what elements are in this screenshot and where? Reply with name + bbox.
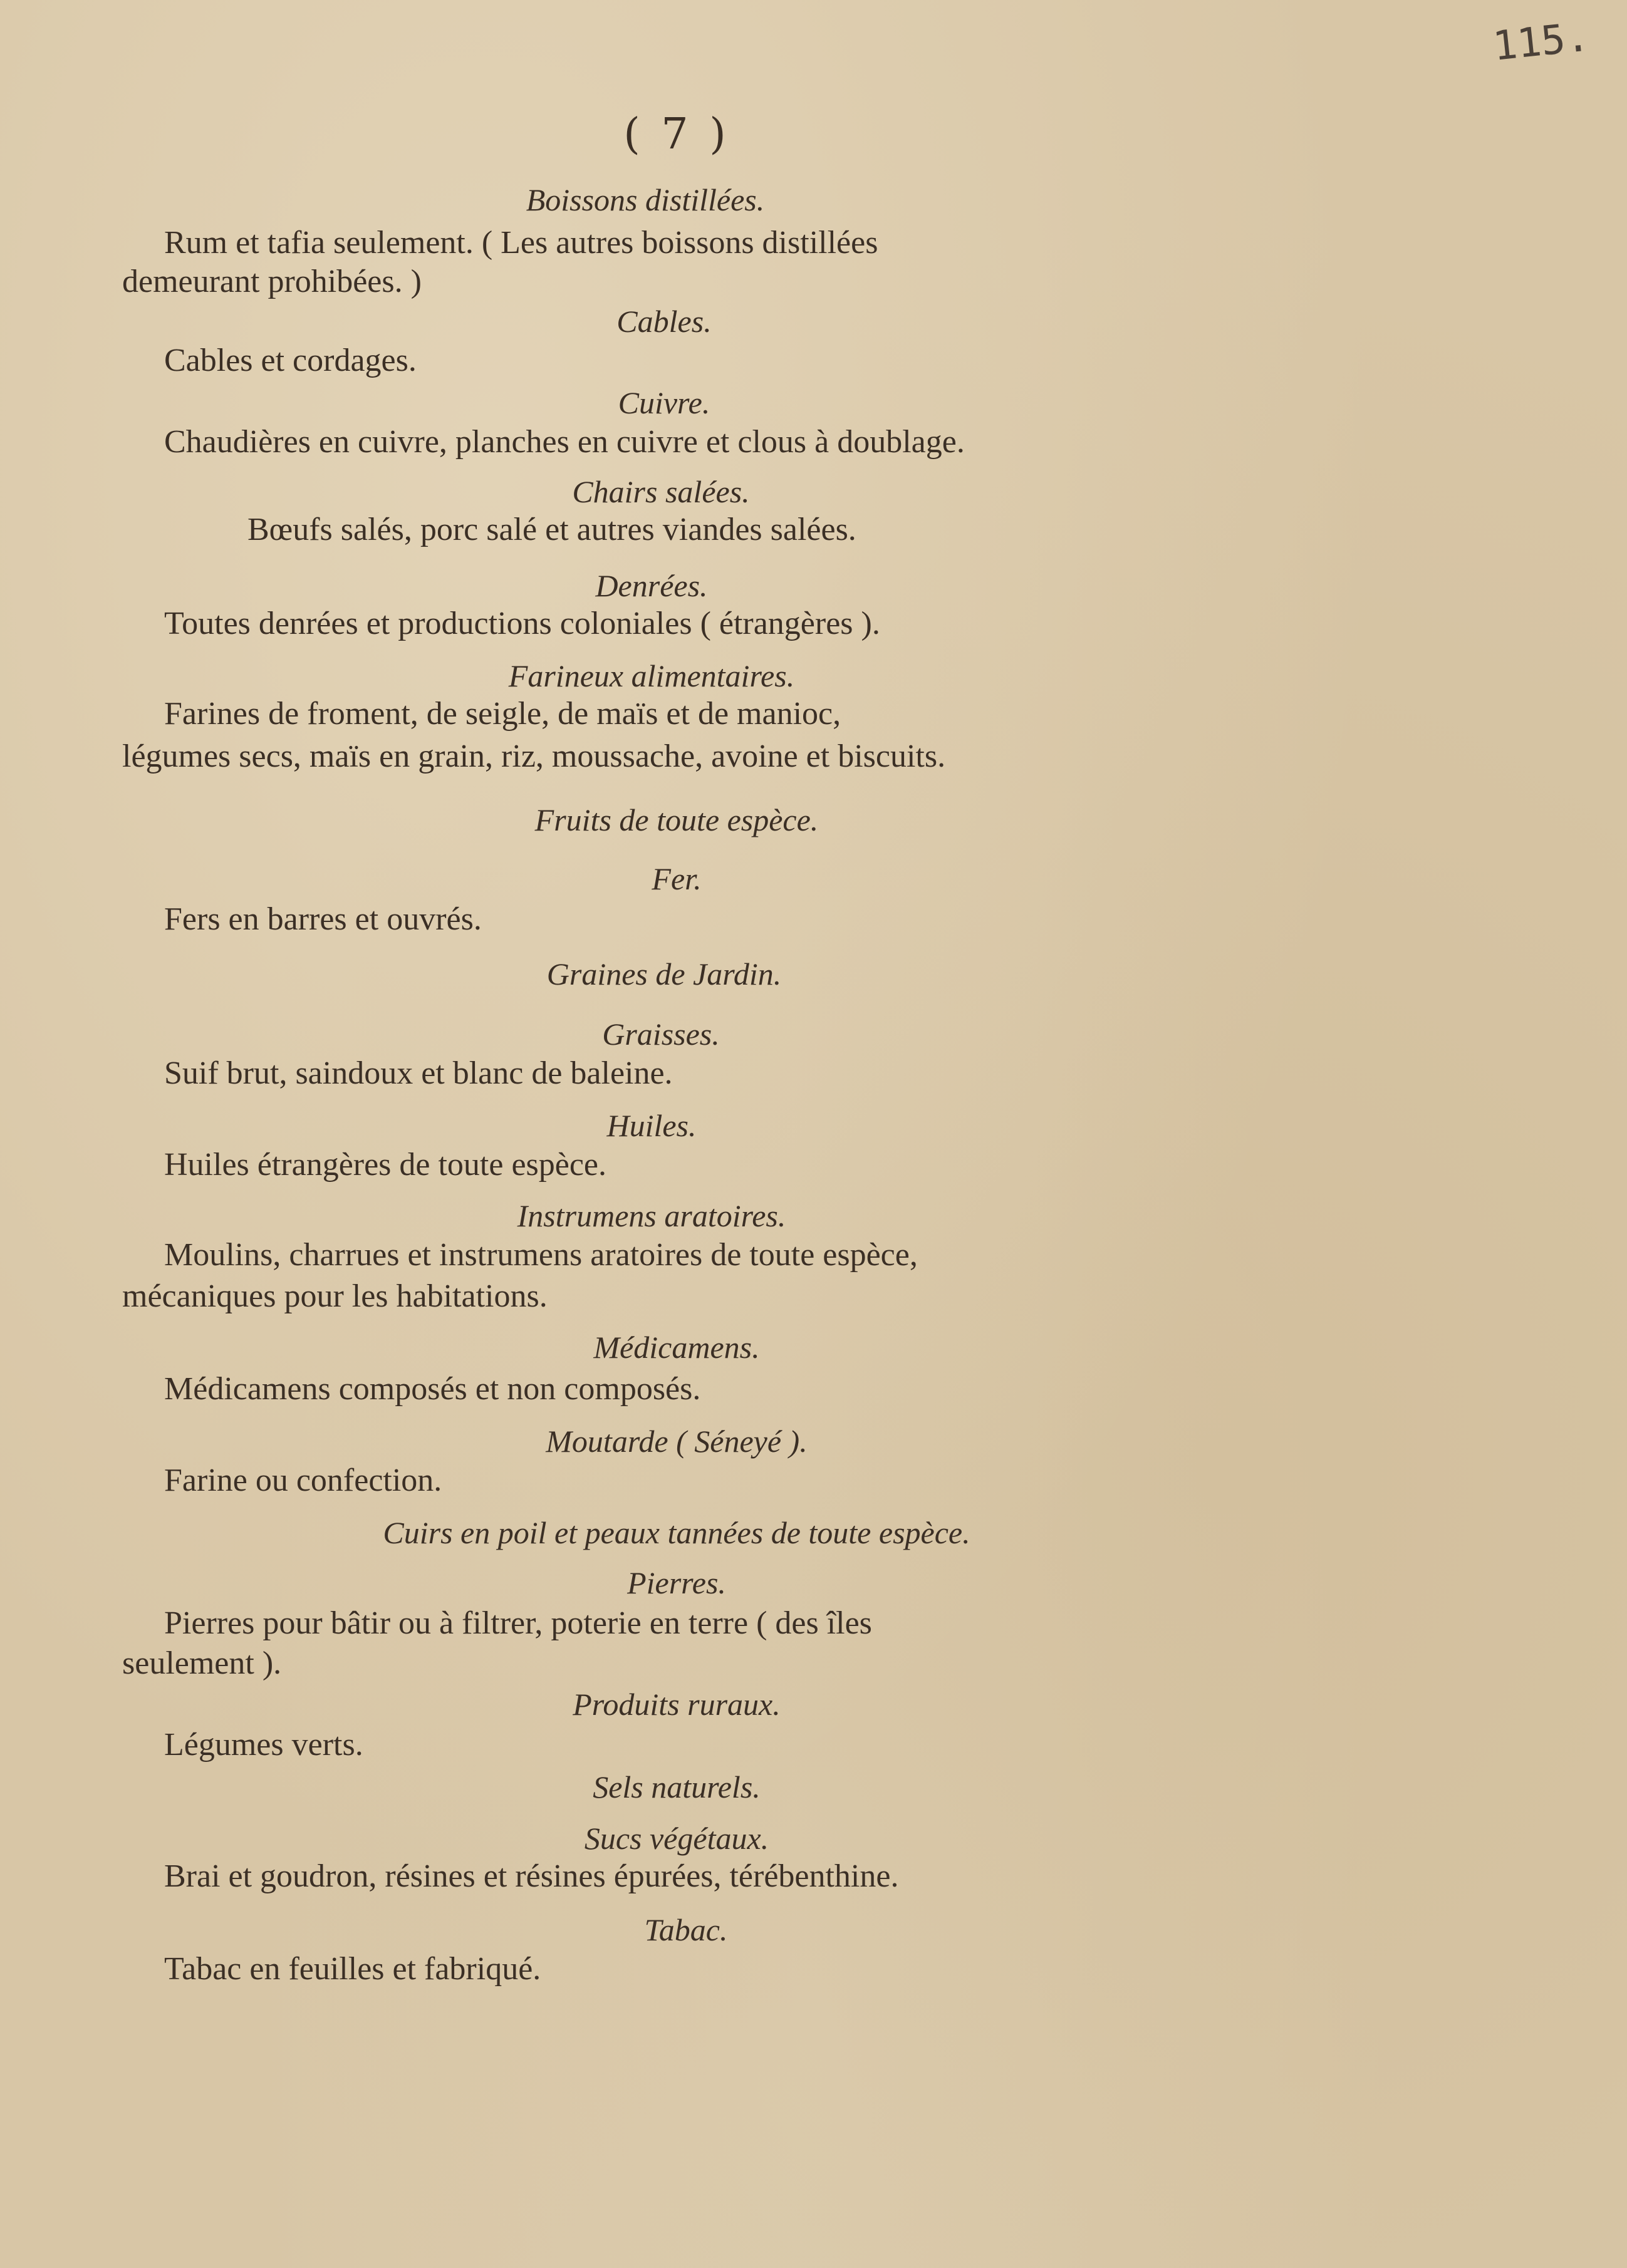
body-line: Légumes verts. <box>164 1727 363 1763</box>
section-heading: Graines de Jardin. <box>546 956 782 992</box>
section-heading: Sels naturels. <box>593 1769 761 1805</box>
archive-mark: 115. <box>1490 14 1592 70</box>
section-heading: Médicamens. <box>593 1330 760 1365</box>
body-line: Fers en barres et ouvrés. <box>164 901 482 937</box>
section-heading: Chairs salées. <box>572 474 750 509</box>
section-heading: Sucs végétaux. <box>584 1821 769 1856</box>
body-line: demeurant prohibées. ) <box>122 264 422 299</box>
section-heading: Cables. <box>616 304 712 339</box>
section-heading: Fruits de toute espèce. <box>534 802 819 837</box>
section-heading: Tabac. <box>644 1912 728 1947</box>
body-line: Rum et tafia seulement. ( Les autres boissons distillées <box>164 225 878 261</box>
section-heading: Boissons distillées. <box>526 182 765 217</box>
body-line: Bœufs salés, porc salé et autres viandes salées. <box>247 512 856 547</box>
body-line: Suif brut, saindoux et blanc de baleine. <box>164 1055 673 1091</box>
body-line: Cables et cordages. <box>164 343 417 378</box>
section-heading: Instrumens aratoires. <box>517 1198 786 1233</box>
section-heading: Graisses. <box>602 1017 720 1052</box>
body-line: Brai et goudron, résines et résines épurées, térébenthine. <box>164 1858 899 1894</box>
body-line: Tabac en feuilles et fabriqué. <box>164 1951 541 1987</box>
body-line: Moulins, charrues et instrumens aratoires de toute espèce, <box>164 1237 918 1273</box>
body-line: Farine ou confection. <box>164 1463 442 1498</box>
section-heading: Produits ruraux. <box>573 1687 781 1722</box>
section-heading: Farineux alimentaires. <box>508 658 795 693</box>
body-line: Pierres pour bâtir ou à filtrer, poterie en terre ( des îles <box>164 1605 872 1641</box>
body-line: Farines de froment, de seigle, de maïs et de manioc, <box>164 696 841 732</box>
page-number: ( 7 ) <box>623 110 730 159</box>
body-line: Médicamens composés et non composés. <box>164 1371 701 1407</box>
section-heading: Huiles. <box>606 1108 697 1143</box>
body-line: Chaudières en cuivre, planches en cuivre et clous à doublage. <box>164 424 965 460</box>
section-heading: Cuivre. <box>618 385 710 420</box>
section-heading: Denrées. <box>595 568 708 603</box>
body-line: seulement ). <box>122 1645 282 1681</box>
section-heading: Pierres. <box>627 1565 726 1600</box>
body-line: Huiles étrangères de toute espèce. <box>164 1147 607 1183</box>
section-heading: Fer. <box>652 861 702 896</box>
body-line: légumes secs, maïs en grain, riz, moussache, avoine et biscuits. <box>122 738 946 774</box>
section-heading: Moutarde ( Séneyé ). <box>546 1424 808 1459</box>
section-heading: Cuirs en poil et peaux tannées de toute espèce. <box>383 1515 970 1550</box>
body-line: mécaniques pour les habitations. <box>122 1278 548 1314</box>
body-line: Toutes denrées et productions coloniales ( étrangères ). <box>164 606 880 641</box>
